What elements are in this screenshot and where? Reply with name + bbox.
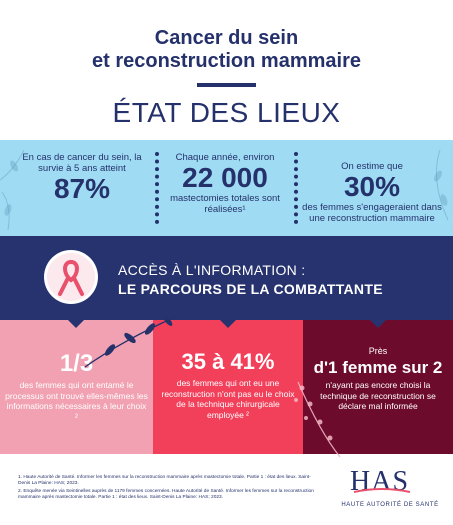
column-2-value: 35 à 41%: [181, 349, 275, 374]
column-3-pre: Près: [368, 346, 388, 356]
logo-swoosh-icon: [352, 486, 412, 498]
title-line-2: et reconstruction mammaire: [92, 50, 361, 72]
stat-survival-label: En cas de cancer du sein, la survie à 5 ans atteint: [22, 152, 142, 174]
stat-survival: [18, 140, 146, 236]
dotted-divider: [155, 152, 159, 224]
footnote-2: 2. Enquête menée via Seintinelles auprès de 1179 femmes concernées. Haute Autorité de Santé. Informer les femmes sur la reconstruction mammaire après mastectomie totale. Partie 1 : état des lieux. Saint-Denis La Plaine: HAS; 2023.: [18, 489, 314, 500]
column-1-text: des femmes qui ont entamé le processus ont trouvé elles-mêmes les informations nécessaires à leur choix ²: [5, 380, 148, 422]
dotted-divider: [294, 152, 298, 224]
stat-reconstruction-value: 30%: [343, 171, 401, 202]
branch-decoration-icon: [80, 312, 180, 372]
stat-mastectomies-label: Chaque année, environ: [175, 152, 275, 163]
section-title-line-1: ACCÈS À L'INFORMATION :: [118, 262, 306, 278]
stat-mastectomies-value: 22 000: [182, 162, 268, 193]
footnote-1: 1. Haute Autorité de Santé. Informer les femmes sur la reconstruction mammaire après mastectomie totale. Partie 1 : état des lieux. Saint-Denis La Plaine: HAS; 2023.: [18, 475, 311, 486]
pointer-notch: [368, 318, 388, 328]
ribbon-badge: [44, 250, 98, 304]
stat-mastectomies: [160, 140, 290, 236]
stat-reconstruction: [302, 140, 442, 236]
pink-ribbon-icon: [44, 250, 98, 304]
branch-decoration-icon: [290, 372, 350, 462]
pointer-notch: [218, 318, 238, 328]
stat-mastectomies-caption: mastectomies totales sont réalisées¹: [170, 193, 280, 215]
stat-reconstruction-caption: des femmes s'engageraient dans une reconstruction mammaire: [302, 202, 442, 224]
title-divider: [197, 83, 256, 87]
subtitle: ÉTAT DES LIEUX: [112, 97, 341, 128]
column-3-value: d'1 femme sur 2: [313, 358, 443, 377]
stat-survival-value: 87%: [53, 173, 111, 204]
column-2-text: des femmes qui ont eu une reconstruction n'ont pas eu le choix de la technique chirurgicale employée ²: [161, 378, 295, 420]
has-tagline: HAUTE AUTORITÉ DE SANTÉ: [341, 502, 439, 508]
has-logo: HAS: [350, 466, 410, 497]
stat-reconstruction-label: On estime que: [341, 161, 403, 172]
column-3-text: n'ayant pas encore choisi la technique de reconstruction se déclare mal informée: [320, 380, 436, 411]
section-title-line-2: LE PARCOURS DE LA COMBATTANTE: [118, 281, 383, 297]
column-1-value: 1/3: [59, 350, 94, 377]
title-line-1: Cancer du sein: [154, 27, 299, 49]
